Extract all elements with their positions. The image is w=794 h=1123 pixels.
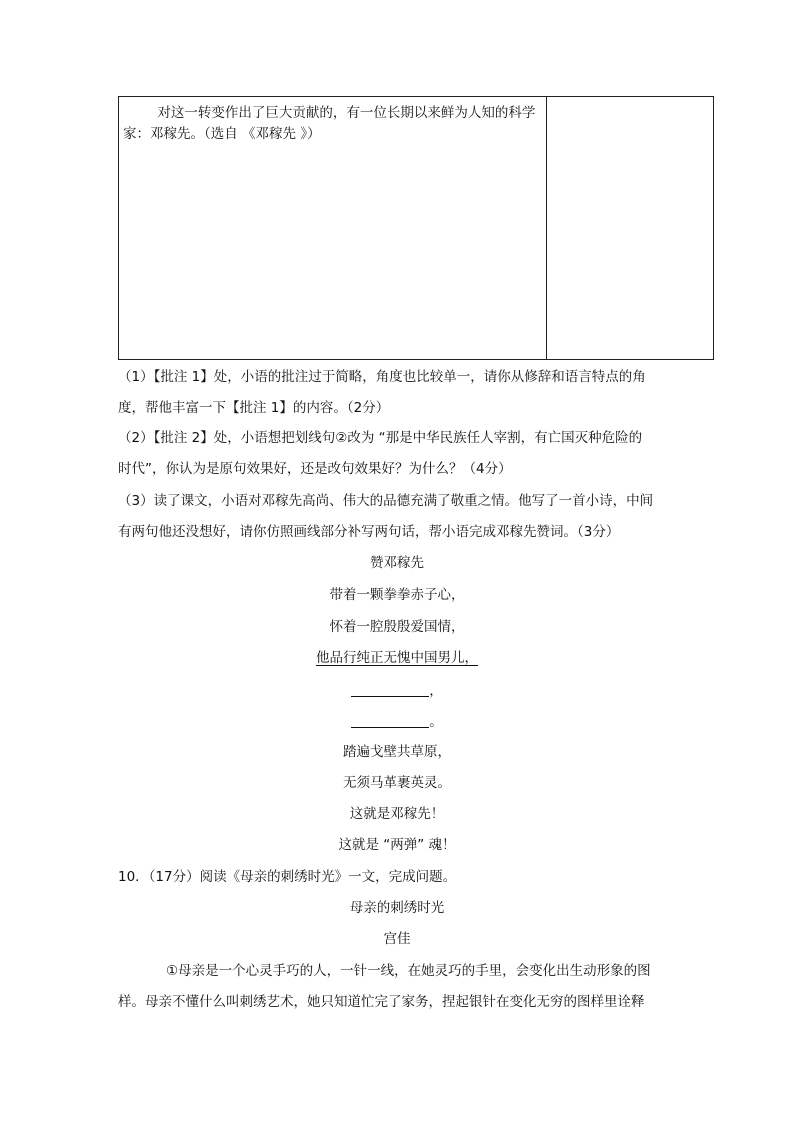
poem-blank-2[interactable]: [0, 715, 794, 730]
article-paragraph-1-line-1: [118, 965, 698, 979]
question-1-line-2: 度，帮他丰富一下【批注 1】的内容。（2分）: [118, 400, 390, 416]
annotation-table: [118, 96, 714, 360]
poem-line-8: 这就是邓稼先！: [349, 806, 445, 822]
question-10-heading: 10．（17分）阅读《母亲的刺绣时光》一文，完成问题。: [118, 869, 457, 885]
poem-line-1: 带着一颗拳拳赤子心，: [329, 587, 465, 603]
article-title: 母亲的刺绣时光: [349, 900, 445, 916]
poem-blank-1[interactable]: [0, 684, 794, 699]
question-3-line-1: （3）读了课文，小语对邓稼先高尚、伟大的品德充满了敬重之情。他写了一首小诗，中间: [118, 493, 654, 509]
article-paragraph-1-line-2: 样。母亲不懂什么叫刺绣艺术，她只知道忙完了家务，捏起银针在变化无穷的图样里诠释: [118, 994, 645, 1010]
question-2-line-2: 时代”，你认为是原句效果好，还是改句效果好？为什么？（4分）: [118, 461, 512, 477]
blank-answer-line-1[interactable]: [351, 684, 429, 697]
question-3-line-2: 有两句他还没想好，请你仿照画线部分补写两句话，帮小语完成邓稼先赞词。（3分）: [118, 524, 620, 540]
table-text-cell: 对这一转变作出了巨大贡献的，有一位长期以来鲜为人知的科学家：邓稼先。（选自 《邓稼先 》）: [123, 105, 536, 142]
poem-line-7: 无须马革裹英灵。: [343, 775, 451, 791]
blank-1-punctuation: ，: [429, 683, 443, 699]
article-paragraph-1-text-1: ①母亲是一个心灵手巧的人，一针一线，在她灵巧的手里，会变化出生动形象的图: [166, 963, 651, 979]
poem-line-6: 踏遍戈壁共草原，: [343, 744, 451, 760]
article-author: 宫佳: [383, 931, 411, 947]
blank-2-punctuation: 。: [429, 714, 443, 730]
poem-line-3: [0, 652, 794, 666]
blank-answer-line-2[interactable]: [351, 715, 429, 728]
poem-underlined-sentence: 他品行纯正无愧中国男儿，: [316, 650, 478, 666]
poem-title: 赞邓稼先: [370, 555, 424, 571]
question-2-line-1: （2）【批注 2】处，小语想把划线句②改为 “那是中华民族任人宰割，有亡国灭种危险的: [118, 430, 643, 446]
poem-line-2: 怀着一腔殷殷爱国情，: [329, 619, 465, 635]
question-1-line-1: （1）【批注 1】处，小语的批注过于简略，角度也比较单一，请你从修辞和语言特点的角: [118, 369, 646, 385]
table-column-divider: [546, 97, 547, 359]
poem-line-9: 这就是 “两弹” 魂！: [338, 837, 456, 853]
